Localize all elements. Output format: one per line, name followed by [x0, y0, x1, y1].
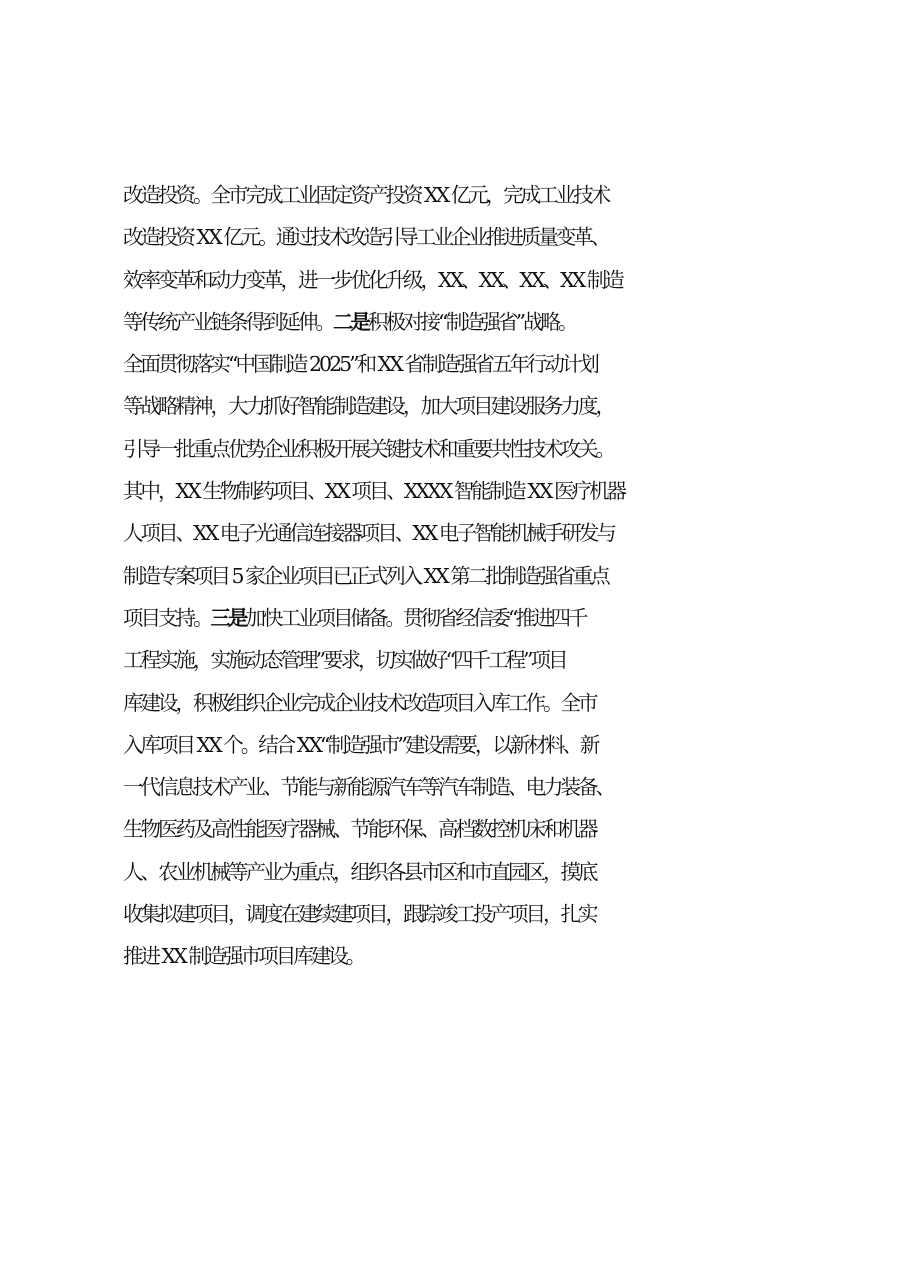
line-text: 收集拟建项目，调度在建续建项目，跟踪竣工投产项目，扎实: [123, 902, 596, 927]
text-line: [123, 428, 823, 470]
line-text: 生物医药及高性能医疗器械、节能环保、高档数控机床和机器: [123, 817, 596, 842]
text-line: [123, 470, 823, 512]
line-text: 人、农业机械等产业为重点，组织各县市区和市直园区，摸底: [123, 859, 596, 884]
line-text: 制造专案项目 5 家企业项目已正式列入 XX 第二批制造强省重点: [123, 563, 608, 588]
line-text: 加快工业项目储备。贯彻省经信委“推进四千: [245, 605, 586, 630]
line-text: 等传统产业链条得到延伸。: [123, 309, 333, 334]
bold-marker: 三是: [210, 605, 246, 630]
text-line: [123, 893, 823, 935]
bold-marker: 二是: [333, 309, 368, 334]
line-text: 改造投资 XX 亿元。通过技术改造引导工业企业推进质量变革、: [123, 225, 609, 250]
line-text: 库建设，积极组织企业完成企业技术改造项目入库工作。全市: [123, 690, 596, 715]
text-line: [123, 259, 823, 301]
line-text: 一代信息技术产业、节能与新能源汽车等汽车制造、电力装备、: [123, 775, 613, 800]
text-line: [123, 682, 823, 724]
text-line: [123, 216, 823, 258]
line-text: 等战略精神，大力抓好智能制造建设，加大项目建设服务力度，: [123, 394, 613, 419]
text-line: [123, 343, 823, 385]
line-text: 人项目、XX 电子光通信连接器项目、XX 电子智能机械手研发与: [123, 521, 614, 546]
line-text: 改造投资。全市完成工业固定资产投资 XX 亿元，完成工业技术: [123, 183, 609, 207]
text-line: [123, 808, 823, 850]
text-line: [123, 174, 823, 216]
text-line: [123, 555, 823, 597]
text-line: [123, 512, 823, 554]
text-line: [123, 851, 823, 893]
line-text: 入库项目 XX 个。结合 XX“制造强市”建设需要，以新材料、新: [123, 732, 598, 757]
text-line: [123, 301, 823, 343]
text-line: [123, 597, 823, 639]
line-text: 项目支持。: [123, 605, 211, 630]
text-line: [123, 639, 823, 681]
text-line: [123, 385, 823, 427]
line-text: 效率变革和动力变革，进一步优化升级，XX、XX、XX、XX 制造: [123, 267, 622, 292]
text-line: [123, 724, 823, 766]
text-line: [123, 766, 823, 808]
body-paragraph: [123, 174, 823, 978]
line-text: 推进 XX 制造强市项目库建设。: [123, 944, 364, 969]
line-text: 引导一批重点优势企业积极开展关键技术和重要共性技术攻关。: [123, 436, 613, 461]
line-text: 工程实施，实施动态管理”要求，切实做好“四千工程”项目: [123, 648, 566, 673]
text-line: [123, 935, 823, 977]
line-text: 其中，XX 生物制药项目、XX 项目、XXXX 智能制造 XX 医疗机器: [123, 479, 625, 504]
line-text: 全面贯彻落实“中国制造 2025”和 XX 省制造强省五年行动计划: [123, 352, 597, 377]
line-text: 积极对接“制造强省”战略。: [368, 309, 576, 334]
